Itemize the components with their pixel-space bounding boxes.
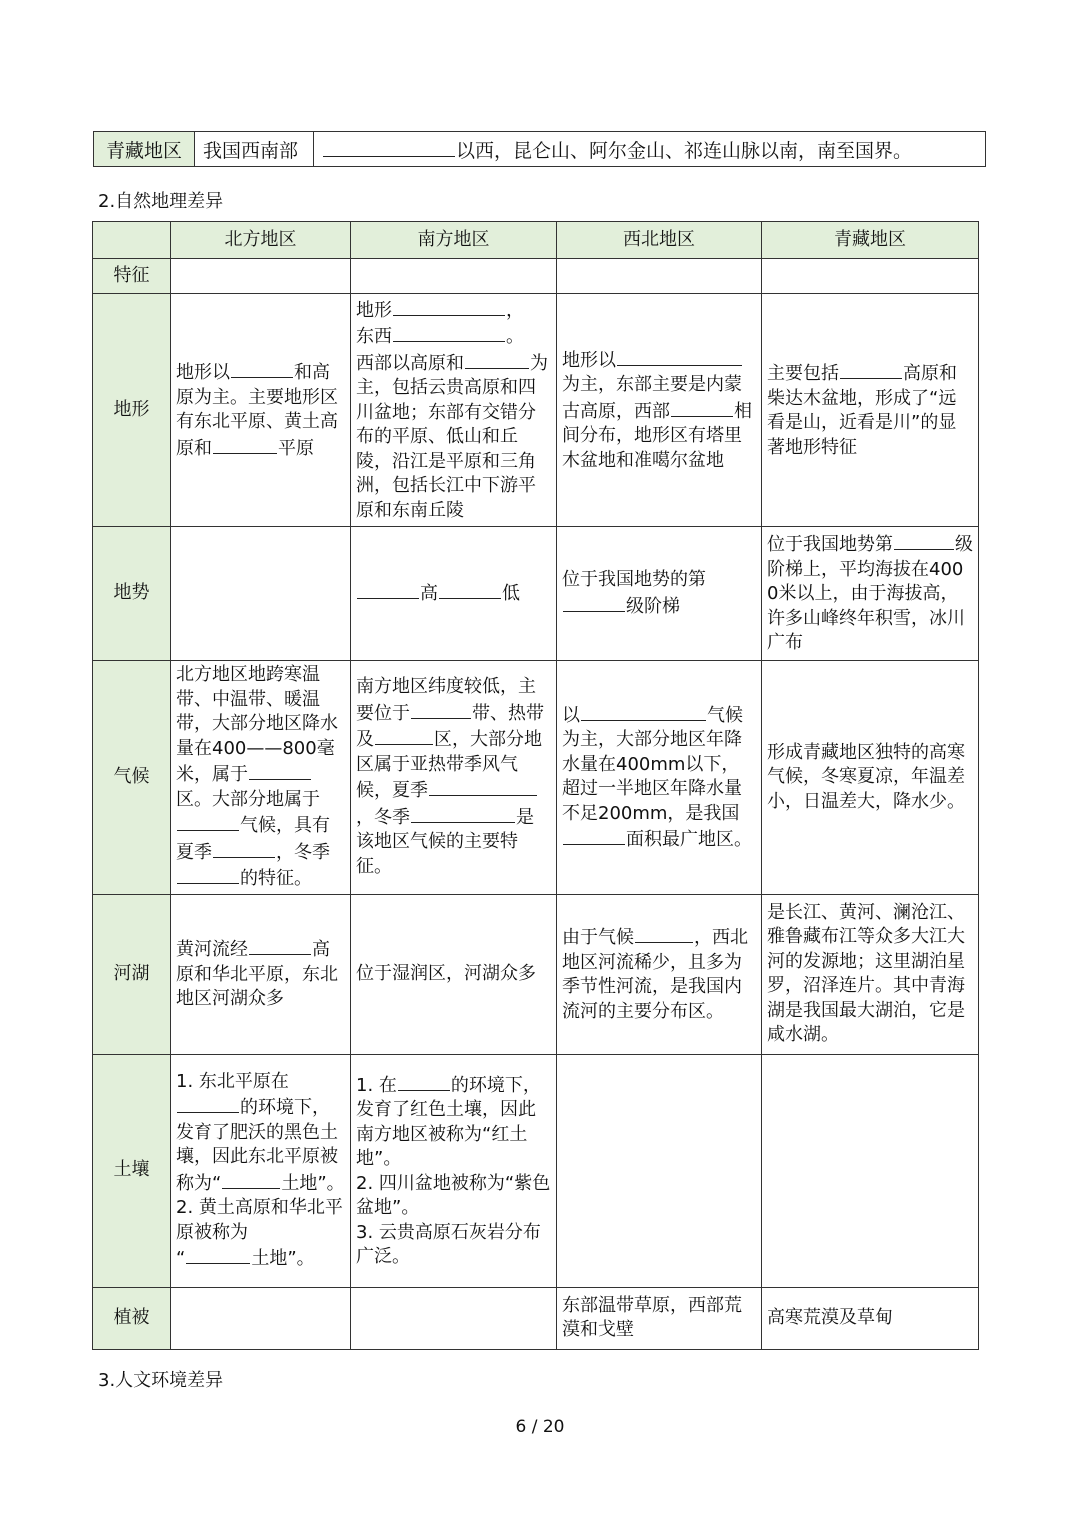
page-number: 6 / 20 xyxy=(515,1417,565,1437)
region-location-cell: 我国西南部 xyxy=(195,132,314,167)
fill-blank xyxy=(617,347,742,366)
section-title: 3.人文环境差异 xyxy=(98,1370,224,1391)
corner-cell xyxy=(93,222,171,259)
table-header-row xyxy=(93,222,979,259)
rivers-qinghai-tibet-cell: 是长江、黄河、澜沧江、雅鲁藏布江等众多大江大河的发源地；这里湖泊星罗，沼泽连片。其中青海湖是我国最大湖泊，它是咸水湖。 xyxy=(762,894,979,1054)
climate-northwest-cell: 以 气候为主，大部分地区年降水量在400mm以下，超过一半地区年降水量不足200mm，是我国面积最广地区。 xyxy=(557,661,762,895)
soil-north-cell: 1. 东北平原在的环境下，发育了肥沃的黑色土壤，因此东北平原被称为“ 土地”。 2. 黄土高原和华北平原被称为 “ 土地”。 xyxy=(171,1054,351,1287)
fill-blank xyxy=(563,826,625,845)
header-qinghai-tibet: 青藏地区 xyxy=(762,222,979,259)
climate-south-cell: 南方地区纬度较低，主要位于 带、热带及 区，大部分地区属于亚热带季风气候，夏季，冬季 是该地区气候的主要特征。 xyxy=(351,661,557,895)
fill-blank xyxy=(213,839,275,858)
fill-blank xyxy=(177,812,239,831)
header-northwest: 西北地区 xyxy=(557,222,762,259)
table-row xyxy=(93,661,979,895)
fill-blank xyxy=(177,865,239,884)
rivers-north-cell: 黄河流经 高原和华北平原，东北地区河湖众多 xyxy=(171,894,351,1054)
row-label-terrain: 地形 xyxy=(93,294,171,527)
table-row xyxy=(93,1054,979,1287)
fill-blank xyxy=(323,137,455,157)
table-row xyxy=(93,1287,979,1349)
fill-blank xyxy=(671,398,733,417)
region-boundary-table xyxy=(93,131,986,167)
fill-blank xyxy=(249,761,311,780)
relief-qinghai-tibet-cell: 位于我国地势第 级阶梯上，平均海拔在4000米以上，由于海拔高，许多山峰终年积雪，冰川广布 xyxy=(762,527,979,661)
row-label-relief: 地势 xyxy=(93,527,171,661)
fill-blank xyxy=(393,297,505,316)
climate-qinghai-tibet-cell: 形成青藏地区独特的高寒气候，冬寒夏凉，年温差小，日温差大，降水少。 xyxy=(762,661,979,895)
row-label-rivers: 河湖 xyxy=(93,894,171,1054)
table-row xyxy=(93,259,979,294)
terrain-south-cell: 地形 ， 东西 。 西部以高原和 为主，包括云贵高原和四川盆地；东部有交错分布的平原、低山和丘陵，沿江是平原和三角洲，包括长江中下游平原和东南丘陵 xyxy=(351,294,557,527)
terrain-northwest-cell: 地形以为主，东部主要是内蒙古高原，西部 相间分布，地形区有塔里木盆地和准噶尔盆地 xyxy=(557,294,762,527)
terrain-qinghai-tibet-cell: 主要包括 高原和柴达木盆地，形成了“远看是山，近看是川”的显著地形特征 xyxy=(762,294,979,527)
region-name-cell: 青藏地区 xyxy=(94,132,195,167)
rivers-northwest-cell: 由于气候 ，西北地区河流稀少，且多为季节性河流，是我国内流河的主要分布区。 xyxy=(557,894,762,1054)
row-label-soil: 土壤 xyxy=(93,1054,171,1287)
fill-blank xyxy=(581,702,706,721)
fill-blank xyxy=(249,936,311,955)
fill-blank xyxy=(635,924,693,943)
fill-blank xyxy=(439,580,501,599)
fill-blank xyxy=(375,726,433,745)
terrain-north-cell: 地形以 和高原为主。主要地形区有东北平原、黄土高原和 平原 xyxy=(171,294,351,527)
rivers-south-cell: 位于湿润区，河湖众多 xyxy=(351,894,557,1054)
table-row xyxy=(93,527,979,661)
relief-northwest-cell: 位于我国地势的第 级阶梯 xyxy=(557,527,762,661)
fill-blank xyxy=(429,777,537,796)
table-row xyxy=(94,132,986,167)
fill-blank xyxy=(357,580,419,599)
fill-blank xyxy=(840,360,902,379)
boundary-text: 以西，昆仑山、阿尔金山、祁连山脉以南，南至国界。 xyxy=(456,139,913,162)
fill-blank xyxy=(231,359,293,378)
row-label-climate: 气候 xyxy=(93,661,171,895)
table-row xyxy=(93,894,979,1054)
row-label-vegetation: 植被 xyxy=(93,1287,171,1349)
fill-blank xyxy=(465,350,529,369)
header-south: 南方地区 xyxy=(351,222,557,259)
row-label-feature: 特征 xyxy=(93,259,171,294)
vegetation-qinghai-tibet-cell: 高寒荒漠及草甸 xyxy=(762,1287,979,1349)
region-boundary-cell xyxy=(314,132,986,167)
relief-south-cell: 高 低 xyxy=(351,527,557,661)
table-row xyxy=(93,294,979,527)
physical-geography-table xyxy=(92,221,979,1350)
fill-blank xyxy=(222,1170,280,1189)
fill-blank xyxy=(177,1094,239,1113)
fill-blank xyxy=(411,700,471,719)
fill-blank xyxy=(398,1072,450,1091)
vegetation-northwest-cell: 东部温带草原，西部荒漠和戈壁 xyxy=(557,1287,762,1349)
fill-blank xyxy=(411,804,515,823)
fill-blank xyxy=(563,593,625,612)
section-title: 2.自然地理差异 xyxy=(98,191,224,212)
header-north: 北方地区 xyxy=(171,222,351,259)
soil-south-cell: 1. 在 的环境下，发育了红色土壤，因此南方地区被称为“红土地”。 2. 四川盆地被称为“紫色盆地”。 3. 云贵高原石灰岩分布广泛。 xyxy=(351,1054,557,1287)
fill-blank xyxy=(186,1245,250,1264)
fill-blank xyxy=(213,435,277,454)
climate-north-cell: 北方地区地跨寒温带、中温带、暖温带，大部分地区降水量在400——800毫米，属于区。大部分地属于气候，具有夏季 ，冬季的特征。 xyxy=(171,661,351,895)
fill-blank xyxy=(393,323,505,342)
fill-blank xyxy=(894,531,954,550)
